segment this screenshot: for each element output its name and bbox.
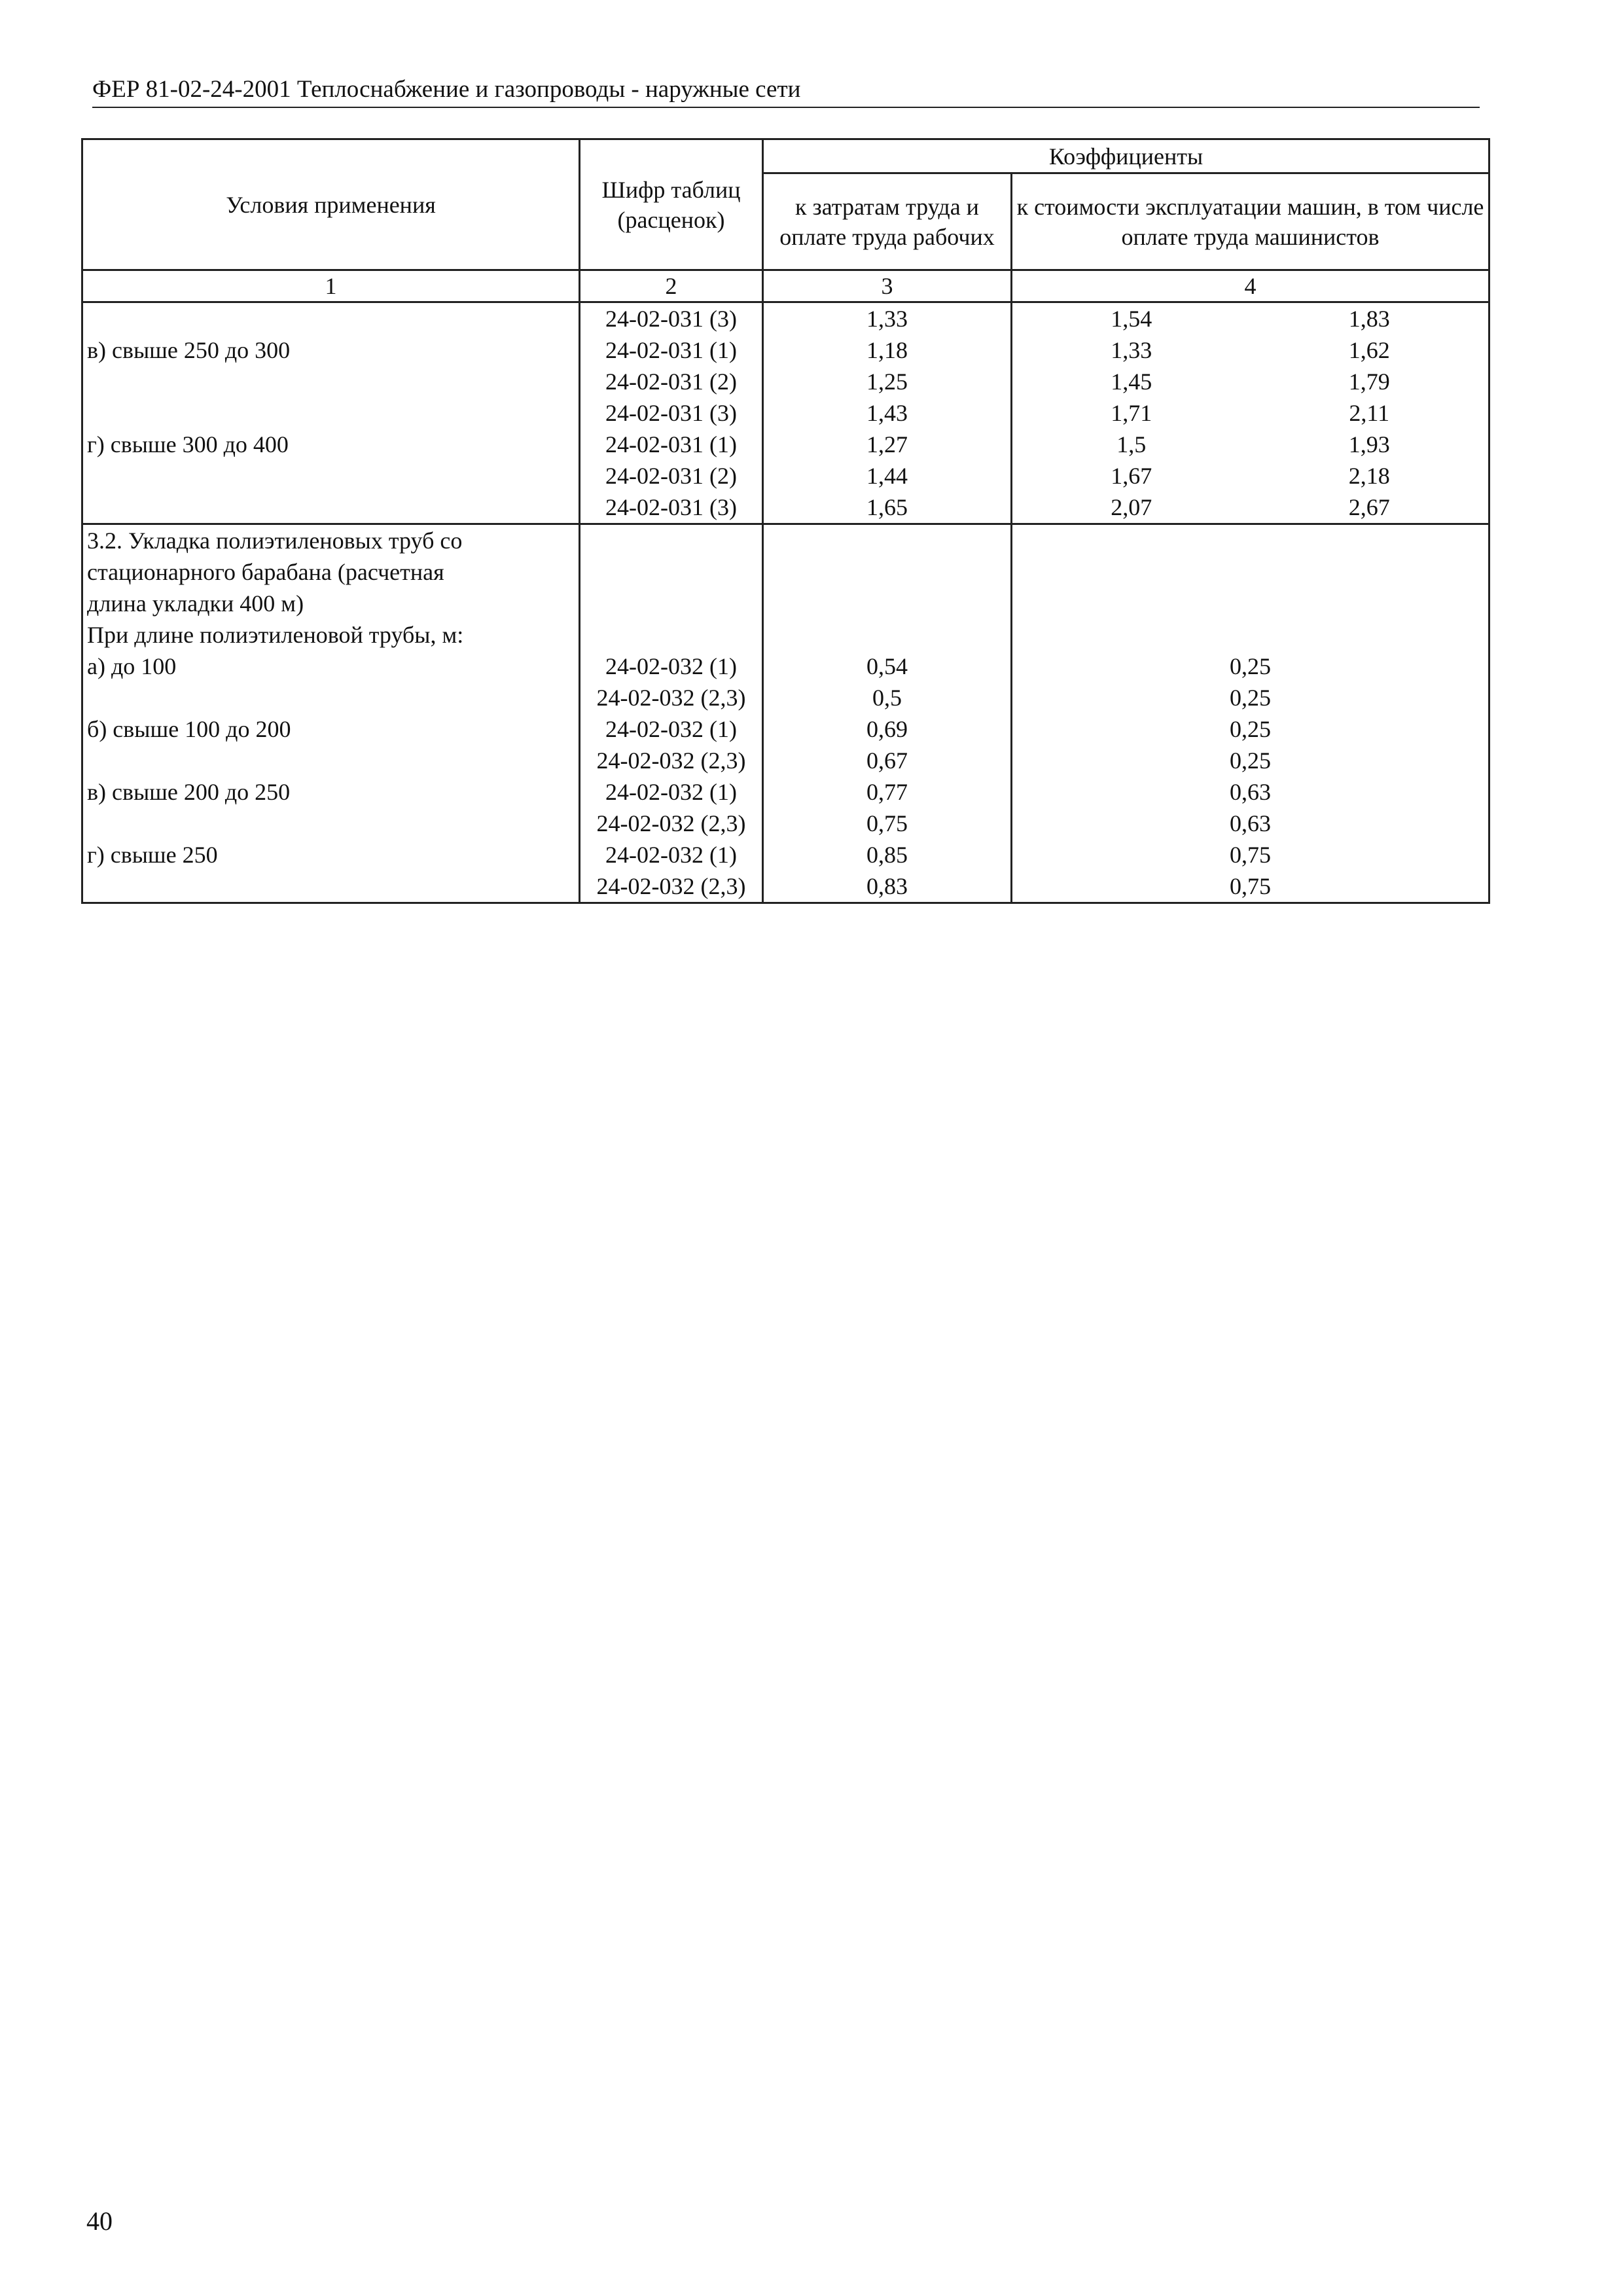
condition-cell: в) свыше 250 до 300 — [82, 334, 580, 366]
column-number-2: 2 — [580, 270, 763, 302]
table-row — [82, 460, 1489, 492]
table-row — [82, 870, 1489, 903]
labor-cell: 1,18 — [763, 334, 1012, 366]
table-row — [82, 776, 1489, 808]
code-cell: 24-02-031 (1) — [580, 334, 763, 366]
table-row — [82, 302, 1489, 335]
labor-cell: 1,65 — [763, 492, 1012, 524]
code-cell: 24-02-032 (2,3) — [580, 870, 763, 903]
header-machines: к стоимости эксплуатации машин, в том числе оплате труда машинистов — [1012, 173, 1489, 270]
table-row — [82, 808, 1489, 839]
table-row — [82, 651, 1489, 682]
condition-cell: в) свыше 200 до 250 — [82, 776, 580, 808]
header-coefficients: Коэффициенты — [763, 139, 1489, 173]
header-labor: к затратам труда и оплате труда рабочих — [763, 173, 1012, 270]
table-row — [82, 745, 1489, 776]
column-number-1: 1 — [82, 270, 580, 302]
labor-cell: 1,43 — [763, 397, 1012, 429]
code-cell: 24-02-031 (1) — [580, 429, 763, 460]
condition-cell: г) свыше 300 до 400 — [82, 429, 580, 460]
section-intro-row — [82, 524, 1489, 557]
column-number-3: 3 — [763, 270, 1012, 302]
labor-cell: 0,77 — [763, 776, 1012, 808]
machines-cell: 1,67 — [1111, 463, 1152, 489]
table-row — [82, 492, 1489, 524]
code-cell: 24-02-032 (1) — [580, 651, 763, 682]
condition-cell — [82, 682, 580, 713]
coefficients-table — [81, 138, 1490, 904]
machines-cell: 0,25 — [1012, 651, 1489, 682]
labor-cell: 1,44 — [763, 460, 1012, 492]
section-intro-row — [82, 619, 1489, 651]
condition-cell: а) до 100 — [82, 651, 580, 682]
labor-cell: 1,27 — [763, 429, 1012, 460]
machines-cell: 1,54 — [1111, 306, 1152, 332]
code-cell: 24-02-032 (1) — [580, 776, 763, 808]
machines-cell: 1,71 — [1111, 400, 1152, 426]
machines-cell: 0,25 — [1012, 745, 1489, 776]
condition-cell — [82, 745, 580, 776]
column-number-4: 4 — [1012, 270, 1489, 302]
code-cell: 24-02-032 (1) — [580, 839, 763, 870]
page-number: 40 — [86, 2206, 113, 2236]
machinists-cell: 2,18 — [1251, 460, 1489, 492]
code-cell: 24-02-032 (1) — [580, 713, 763, 745]
machines-cell: 2,07 — [1012, 492, 1251, 524]
condition-cell: б) свыше 100 до 200 — [82, 713, 580, 745]
table-row — [82, 334, 1489, 366]
condition-cell — [82, 460, 580, 492]
labor-cell: 0,75 — [763, 808, 1012, 839]
labor-cell: 0,83 — [763, 870, 1012, 903]
machines-cell: 0,75 — [1012, 839, 1489, 870]
machinists-cell: 1,83 — [1251, 302, 1489, 335]
machines-cell: 1,5 — [1116, 431, 1147, 457]
code-cell: 24-02-031 (3) — [580, 492, 763, 524]
machines-cell: 1,33 — [1111, 337, 1152, 363]
machines-cell: 0,63 — [1012, 808, 1489, 839]
machines-cell: 0,75 — [1012, 870, 1489, 903]
code-cell: 24-02-031 (2) — [580, 460, 763, 492]
table-row — [82, 397, 1489, 429]
condition-cell — [82, 870, 580, 903]
table-row — [82, 366, 1489, 397]
condition-cell — [82, 366, 580, 397]
code-cell: 24-02-032 (2,3) — [580, 808, 763, 839]
document-header: ФЕР 81-02-24-2001 Теплоснабжение и газопроводы - наружные сети — [92, 75, 1480, 108]
labor-cell: 0,67 — [763, 745, 1012, 776]
section-intro-row — [82, 588, 1489, 619]
condition-cell — [82, 397, 580, 429]
table-row — [82, 682, 1489, 713]
table-row — [82, 713, 1489, 745]
header-code: Шифр таблиц (расценок) — [580, 139, 763, 270]
section-title-line: стационарного барабана (расчетная — [82, 556, 580, 588]
section-subtitle-line: При длине полиэтиленовой трубы, м: — [82, 619, 580, 651]
labor-cell: 0,5 — [763, 682, 1012, 713]
condition-cell: г) свыше 250 — [82, 839, 580, 870]
code-cell: 24-02-031 (2) — [580, 366, 763, 397]
condition-cell — [82, 492, 580, 524]
machinists-cell: 2,11 — [1251, 397, 1489, 429]
labor-cell: 1,25 — [763, 366, 1012, 397]
code-cell: 24-02-032 (2,3) — [580, 745, 763, 776]
machinists-cell: 1,79 — [1251, 366, 1489, 397]
machines-cell: 1,45 — [1111, 368, 1152, 395]
machinists-cell: 1,93 — [1251, 429, 1489, 460]
table-row — [82, 429, 1489, 460]
condition-cell — [82, 808, 580, 839]
section-title-line: длина укладки 400 м) — [82, 588, 580, 619]
header-conditions: Условия применения — [82, 139, 580, 270]
machines-cell: 0,63 — [1012, 776, 1489, 808]
section-title-line: 3.2. Укладка полиэтиленовых труб со — [82, 524, 580, 557]
table-row — [82, 839, 1489, 870]
code-cell: 24-02-032 (2,3) — [580, 682, 763, 713]
machinists-cell: 2,67 — [1251, 492, 1489, 524]
condition-cell — [82, 302, 580, 335]
labor-cell: 0,54 — [763, 651, 1012, 682]
section-intro-row — [82, 556, 1489, 588]
code-cell: 24-02-031 (3) — [580, 302, 763, 335]
machines-cell: 0,25 — [1012, 682, 1489, 713]
code-cell: 24-02-031 (3) — [580, 397, 763, 429]
labor-cell: 0,85 — [763, 839, 1012, 870]
labor-cell: 0,69 — [763, 713, 1012, 745]
machines-cell: 0,25 — [1012, 713, 1489, 745]
machinists-cell: 1,62 — [1251, 334, 1489, 366]
labor-cell: 1,33 — [763, 302, 1012, 335]
